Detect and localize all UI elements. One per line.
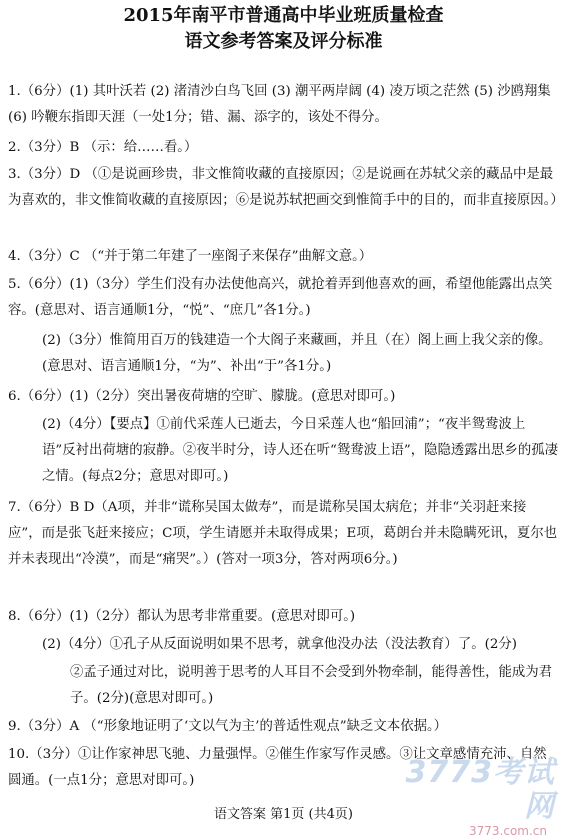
answer-item-8-part1: 8.（6分）(1)（2分）都认为思考非常重要。(意思对即可。) (8, 609, 356, 624)
answer-item-3: 3.（3分）D （①是说画珍贵，非文惟简收藏的直接原因；②是说画在苏轼父亲的藏品中是最为喜欢的，非文惟简收藏的直接原因；⑥是说苏轼把画交到惟简手中的目的，而非直接原因。） (8, 167, 564, 209)
watermark-url: 3773.com.cn (469, 824, 547, 838)
site-watermark (405, 756, 555, 838)
watermark-logo: 3773考试网 (405, 755, 555, 824)
answer-item-5-part2: (2)（3分）惟简用百万的钱建造一个大阁子来藏画，并且（在）阁上画上我父亲的像。(意思对、语言通顺1分，“为”、补出“于”各1分。) (42, 333, 552, 375)
answer-item-4: 4.（3分）C （“并于第二年建了一座阁子来保存”曲解文意。） (8, 249, 373, 264)
answer-item-2: 2.（3分）B （示：给……看。） (8, 140, 198, 155)
answer-item-9: 9.（3分）A （“形象地证明了‘文以气为主’的普适性观点”缺乏文本依据。） (8, 719, 448, 734)
answer-item-8-part2: (2)（4分）①孔子从反面说明如果不思考，就拿他没办法（没法教育）了。(2分) (42, 637, 517, 652)
answer-item-6-part2: (2)（4分）【要点】①前代采莲人已逝去，今日采莲人也“船回浦”；“夜半鸳鸯波上语”反衬出荷塘的寂静。②夜半时分，诗人还在听“鸳鸯波上语”，隐隐透露出思乡的孤凄之情。(每点2分；意思对即可。) (42, 417, 558, 485)
answer-item-7: 7.（6分）B D（A项，并非“谎称吴国太做寿”，而是谎称吴国太病危；并非“关羽赶来接应”，而是张飞赶来接应；C项，学生请愿并未取得成果；E项，葛朗台并未隐瞒死讯，夏尔也并未表现出“冷漠”，而是“痛哭”。）(答对一项3分，答对两项6分。) (8, 500, 558, 568)
document-title: 2015年南平市普通高中毕业班质量检查 (123, 5, 444, 26)
document-subtitle: 语文参考答案及评分标准 (184, 31, 383, 52)
answer-item-1: 1.（6分）(1) 其叶沃若 (2) 渚清沙白鸟飞回 (3) 潮平两岸阔 (4) 凌万顷之茫然 (5) 沙鸥翔集 (6) 吟鞭东指即天涯（一处1分；错、漏、添字的，该处不得分。 (8, 84, 556, 126)
page-footer: 语文答案 第1页 (共4页) (214, 807, 353, 822)
answer-item-6-part1: 6.（6分）(1)（2分）突出暑夜荷塘的空旷、朦胧。(意思对即可。) (8, 389, 396, 404)
answer-item-8-part3: ②孟子通过对比，说明善于思考的人耳目不会受到外物牵制，能得善性，能成为君子。(2分)(意思对即可。) (70, 665, 553, 707)
answer-item-5-part1: 5.（6分）(1)（3分）学生们没有办法使他高兴，就抢着弄到他喜欢的画，希望他能露出点笑容。(意思对、语言通顺1分，“悦”、“庶几”各1分。) (8, 277, 553, 319)
answer-item-10: 10.（3分）①让作家神思飞驰、力量强悍。②催生作家写作灵感。③让文章感情充沛、自然圆通。(一点1分；意思对即可。) (8, 747, 547, 789)
